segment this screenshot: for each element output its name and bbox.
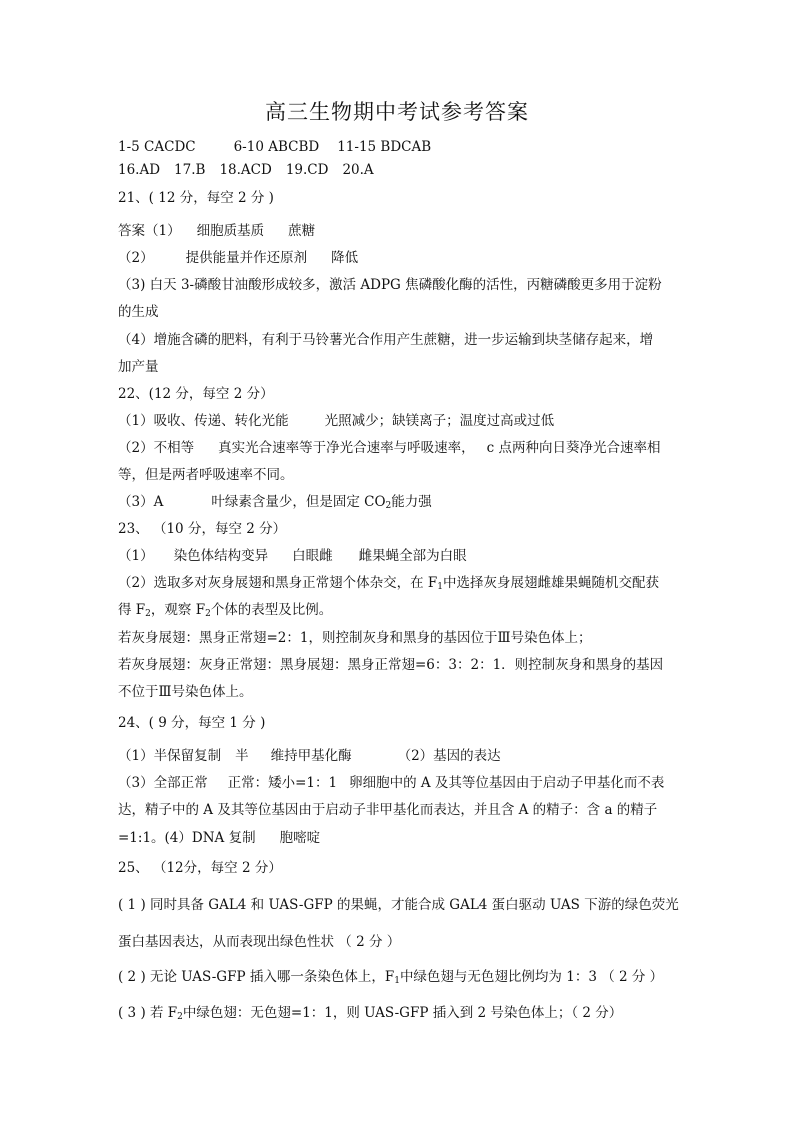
f2-subscript: 2 [145, 609, 151, 619]
q24-answer-1-part-3: 维持甲基化酶 [270, 748, 352, 764]
q21-answer-2 [118, 248, 684, 268]
q21-label-2: （2） [118, 250, 154, 266]
q21-answer-1 [118, 221, 684, 241]
q21-answer-3-cont: 的生成 [118, 304, 159, 320]
q23-answer-1-part-1: 染色体结构变异 [173, 548, 269, 564]
q24-answer-1-part-1: （1）半保留复制 [118, 748, 222, 764]
f1-subscript: 1 [437, 582, 443, 592]
q25-header: 25、 （12分，每空 2 分） [118, 860, 282, 876]
q21-answer-4: （4）增施含磷的肥料，有利于马铃薯光合作用产生蔗糖，进一步运输到块茎储存起来，增 [118, 332, 654, 348]
q24-answer-4-part-1: =1:1。(4）DNA 复制 [118, 830, 256, 846]
q25-answer-1-cont: 蛋白基因表达，从而表现出绿色性状 （ 2 分 ） [118, 934, 401, 950]
q23-answer-2-part-1: （2）选取多对灰身展翅和黑身正常翅个体杂交，在 F [118, 575, 438, 591]
q25-answer-3 [118, 1003, 684, 1023]
q25-answer-2-part-1: ( 2 ) 无论 UAS-GFP 插入哪一条染色体上，F [118, 969, 395, 985]
page-title: 高三生物期中考试参考答案 [265, 100, 529, 124]
mc-answer-17: 17.B [174, 162, 206, 178]
q24-answer-3-part-3: 卵细胞中的 A 及其等位基因由于启动子甲基化而不表 [349, 775, 665, 791]
q21-answer-1-part-2: 蔗糖 [288, 223, 316, 239]
q24-answer-4 [118, 828, 684, 848]
q21-answer-1-part-1: 细胞质基质 [196, 223, 265, 239]
q22-answer-3-part-3: 能力强 [391, 494, 432, 510]
q25-f2-subscript: 2 [177, 1012, 183, 1022]
q22-answer-1 [118, 411, 684, 431]
q23-answer-4: 若灰身展翅：灰身正常翅：黑身展翅：黑身正常翅=6：3：2：1．则控制灰身和黑身的基因 [118, 657, 664, 673]
q21-header: 21、( 12 分，每空 2 分 ) [118, 190, 274, 206]
q21-label-1: 答案（1） [118, 223, 181, 239]
q23-answer-3: 若灰身展翅：黑身正常翅=2：1，则控制灰身和黑身的基因位于Ⅲ号染色体上； [118, 630, 592, 646]
q23-answer-4-cont: 不位于Ⅲ号染色体上。 [118, 684, 253, 700]
q24-header: 24、( 9 分，每空 1 分 ) [118, 715, 266, 731]
mc-answer-18: 18.ACD [219, 162, 272, 178]
q24-answer-3 [118, 773, 684, 793]
q24-answer-3-part-2: 正常：矮小=1：1 [227, 775, 338, 791]
q21-answer-2-part-2: 降低 [331, 250, 359, 266]
q25-answer-1: ( 1 ) 同时具备 GAL4 和 UAS-GFP 的果蝇，才能合成 GAL4 蛋白驱动 UAS 下游的绿色荧光 [118, 897, 679, 913]
q21-answer-2-part-1: 提供能量并作还原剂 [185, 250, 308, 266]
q22-answer-3-part-1: （3）A [118, 494, 164, 510]
q23-answer-2-cont-part-1: 得 F [118, 602, 146, 618]
mc-answer-19: 19.CD [285, 162, 329, 178]
q22-answer-2-part-1: （2）不相等 [118, 440, 195, 456]
mc-answer-20: 20.A [342, 162, 374, 178]
q24-answer-3-part-1: （3）全部正常 [118, 775, 208, 791]
q25-answer-2-part-2: 中绿色翅与无色翅比例均为 1：3 （ 2 分 ） [399, 969, 664, 985]
q25-answer-3-part-1: ( 3 ) 若 F [118, 1005, 178, 1021]
q24-answer-1-part-2: 半 [235, 748, 249, 764]
mc-answer-1-5: 1-5 CACDC [118, 139, 196, 155]
q22-answer-1-part-1: （1）吸收、传递、转化光能 [118, 413, 289, 429]
q23-answer-2-cont-part-2: ，观察 F [150, 602, 206, 618]
q23-answer-2-cont-part-3: 个体的表型及比例。 [210, 602, 333, 618]
q24-answer-4-part-2: 胞嘧啶 [279, 830, 321, 846]
q23-header: 23、 （10 分，每空 2 分） [118, 521, 287, 537]
q22-answer-1-part-2: 光照减少；缺镁离子；温度过高或过低 [324, 413, 555, 429]
q24-answer-2: （2）基因的表达 [397, 748, 501, 764]
q23-answer-2-part-2: 中选择灰身展翅雌雄果蝇随机交配获 [442, 575, 659, 591]
mc-answers-row-1 [118, 137, 684, 157]
mc-answers-row-2 [118, 160, 684, 180]
q22-answer-2-part-3: c 点两种向日葵净光合速率相 [486, 440, 661, 456]
mc-answer-11-15: 11-15 BDCAB [337, 139, 432, 155]
q23-answer-1-part-3: 雌果蝇全部为白眼 [358, 548, 467, 564]
q22-answer-3 [118, 492, 684, 512]
q24-answer-1 [118, 746, 684, 766]
q22-answer-2-part-2: 真实光合速率等于净光合速率与呼吸速率， [218, 440, 475, 456]
q22-answer-3-part-2: 叶绿素含量少，但是固定 CO [211, 494, 386, 510]
q23-label-1: （1） [118, 548, 154, 564]
mc-answer-16: 16.AD [118, 162, 161, 178]
f2-subscript-2: 2 [205, 609, 211, 619]
mc-answer-6-10: 6-10 ABCBD [233, 139, 320, 155]
q25-f1-subscript: 1 [394, 976, 400, 986]
q22-header: 22、(12 分，每空 2 分） [118, 386, 274, 402]
q25-answer-3-part-2: 中绿色翅：无色翅=1：1，则 UAS-GFP 插入到 2 号染色体上；（ 2 分） [182, 1005, 623, 1021]
q22-answer-2-cont: 等，但是两者呼吸速率不同。 [118, 467, 294, 483]
q23-answer-1 [118, 546, 684, 566]
q21-answer-4-cont: 加产量 [118, 359, 159, 375]
q22-answer-2 [118, 438, 684, 458]
q23-answer-2 [118, 573, 684, 593]
co2-subscript: 2 [385, 501, 392, 511]
q23-answer-2-cont [118, 600, 684, 620]
q21-answer-3: （3) 白天 3-磷酸甘油酸形成较多，激活 ADPG 焦磷酸化酶的活性，丙糖磷酸更多用于淀粉 [118, 277, 662, 293]
q25-answer-2 [118, 967, 684, 987]
q23-answer-1-part-2: 白眼雌 [292, 548, 333, 564]
q24-answer-3-cont: 达，精子中的 A 及其等位基因由于启动子非甲基化而表达，并且含 A 的精子：含 a 的精子 [118, 802, 658, 818]
